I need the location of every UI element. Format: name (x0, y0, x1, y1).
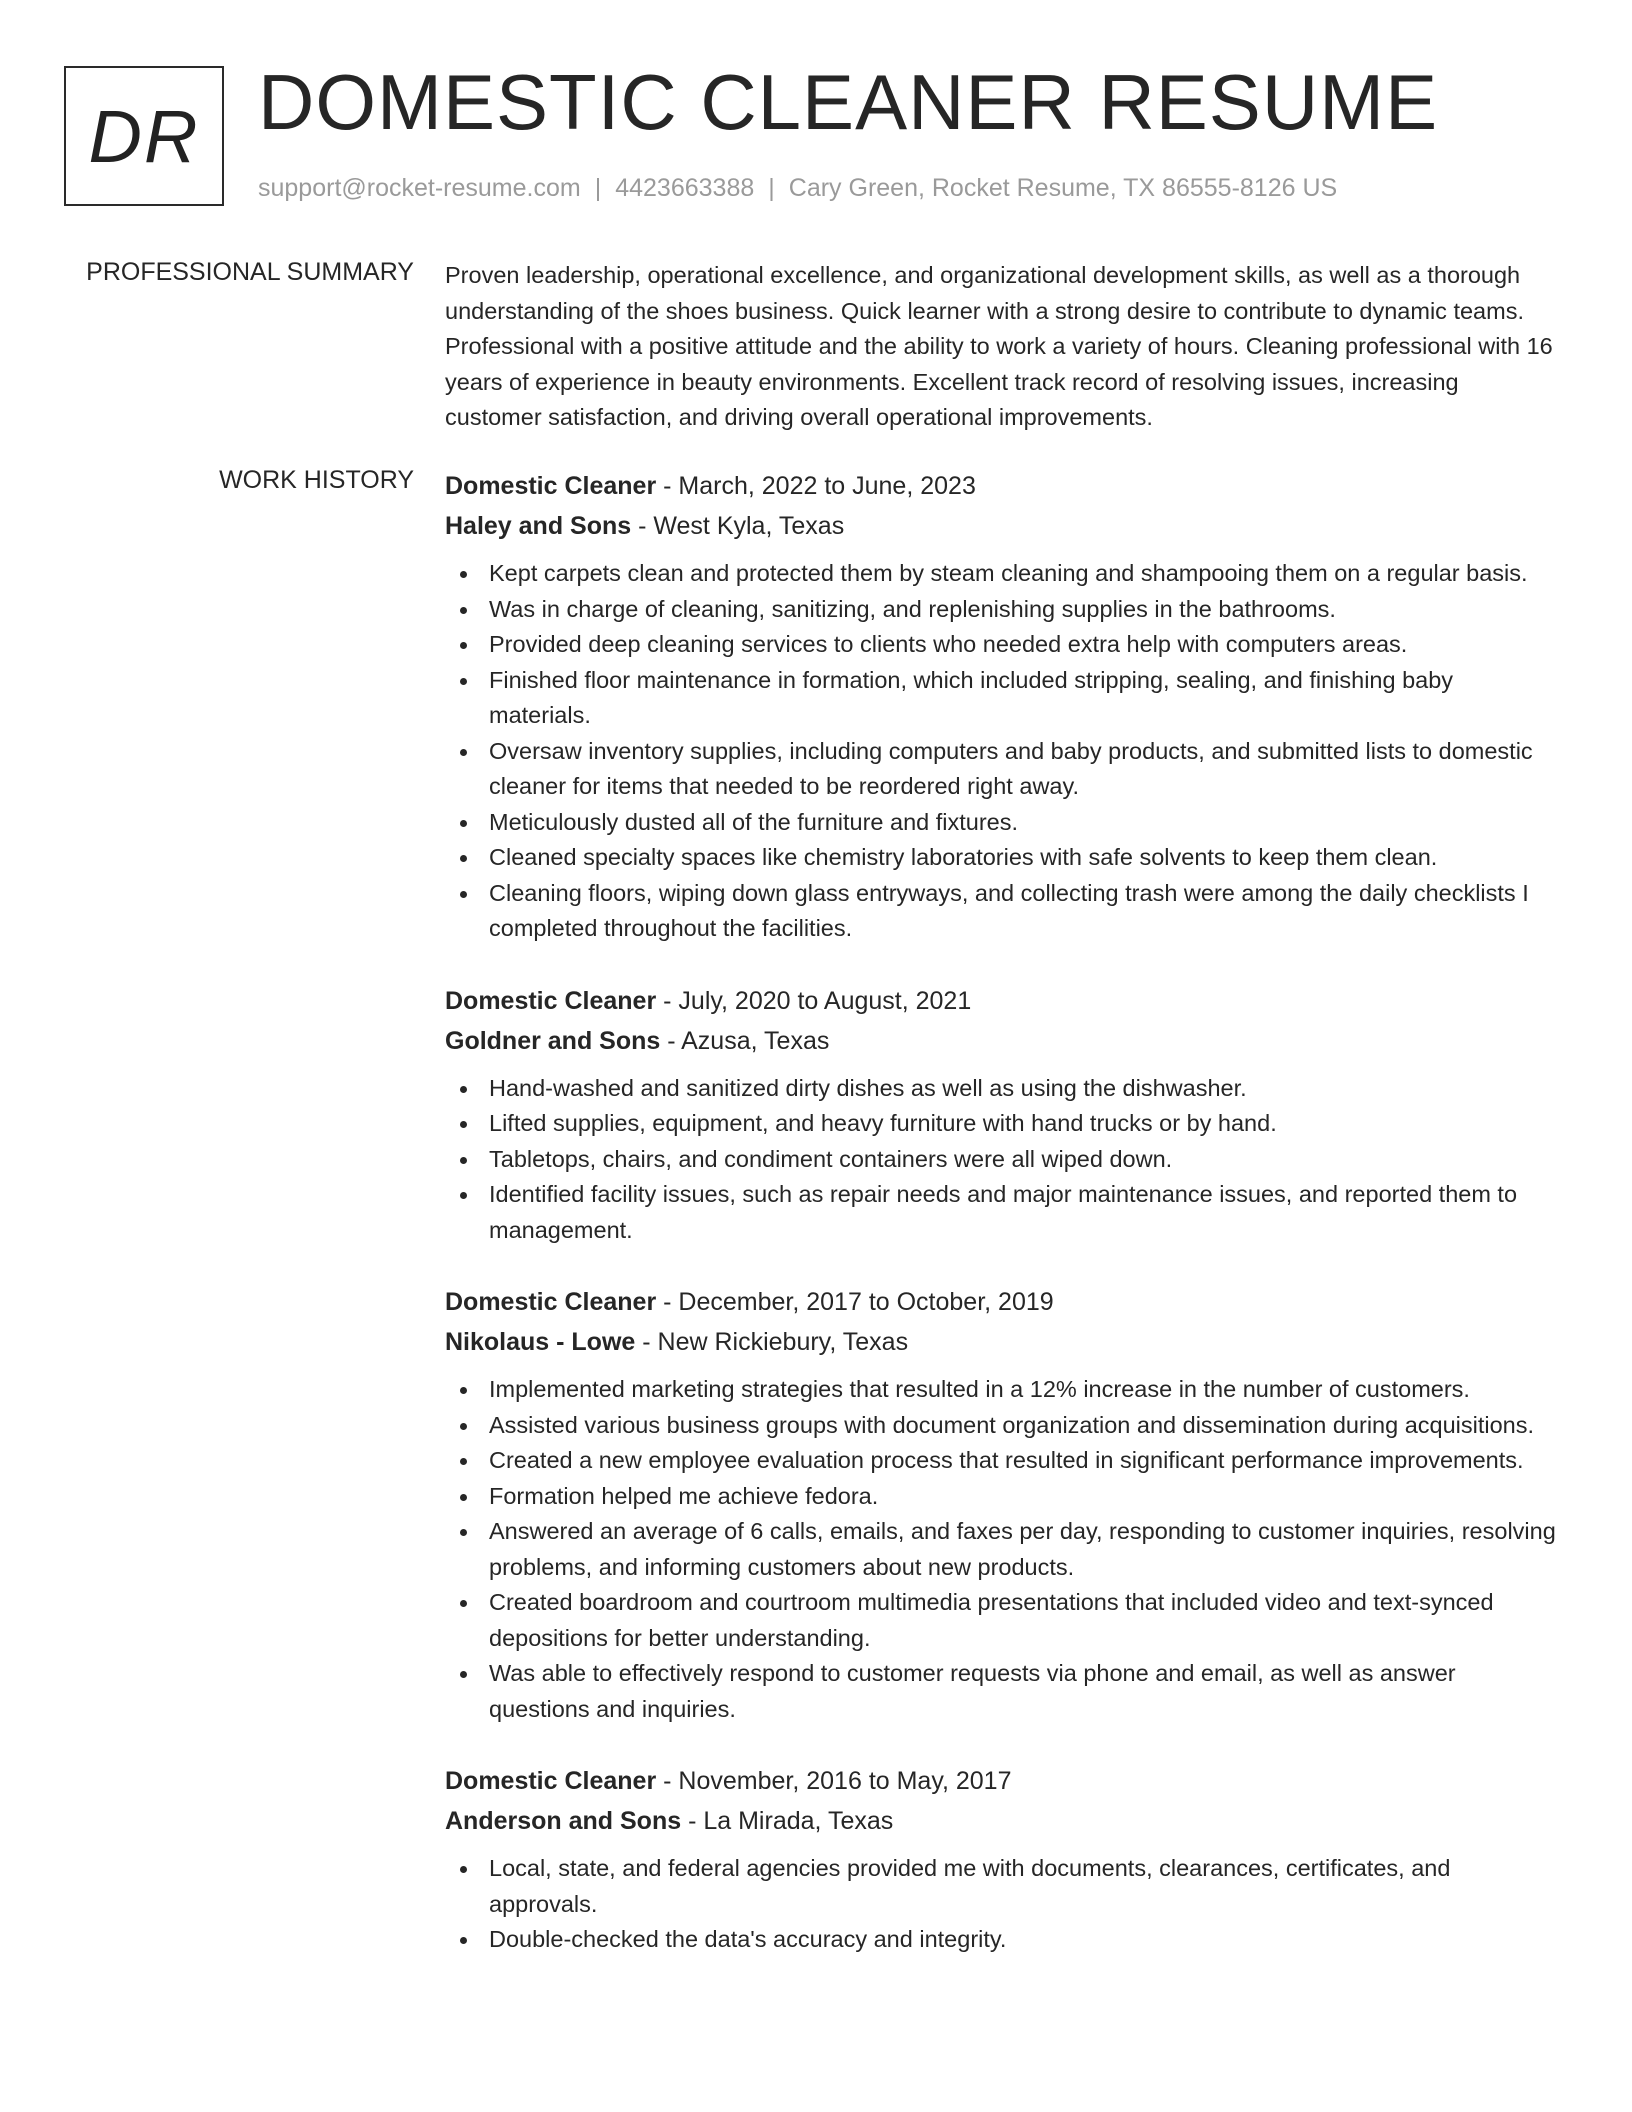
job-bullet: Oversaw inventory supplies, including computers and baby products, and submitted lists to domestic cleaner for items that needed to be reordered right away. (445, 734, 1560, 805)
job-title-line (445, 466, 1560, 506)
job-location: - New Rickiebury, Texas (635, 1328, 909, 1356)
job-title: Domestic Cleaner (445, 1288, 657, 1316)
job-bullet: Provided deep cleaning services to clients who needed extra help with computers areas. (445, 627, 1560, 663)
contact-separator: | (594, 174, 602, 202)
job-title: Domestic Cleaner (445, 986, 657, 1015)
job-bullet: Finished floor maintenance in formation, which included stripping, sealing, and finishing baby materials. (445, 663, 1560, 734)
job-company: Haley and Sons (445, 512, 632, 540)
job-bullet: Double-checked the data's accuracy and integrity. (445, 1922, 1560, 1958)
job-bullet-list (445, 1851, 1560, 1958)
contact-phone: 4423663388 (615, 174, 755, 202)
job-bullet-list (445, 1372, 1560, 1727)
job-bullet: Cleaning floors, wiping down glass entryways, and collecting trash were among the daily checklists I completed throughout the facilities. (445, 876, 1560, 947)
contact-email: support@rocket-resume.com (258, 174, 581, 202)
job-dates: - July, 2020 to August, 2021 (656, 986, 972, 1015)
summary-text: Proven leadership, operational excellence, and organizational development skills, as well as a thorough understanding of the shoes business. Quick learner with a strong desire to contribute to dynamic teams. Professional with a positive attitude and the ability to work a variety of hours. Cleaning professional with 16 years of experience in beauty environments. Excellent track record of resolving issues, increasing customer satisfaction, and driving overall operational improvements. (445, 262, 1553, 430)
resume-title: DOMESTIC CLEANER RESUME (258, 58, 1439, 146)
job-title-line (445, 1282, 1560, 1322)
job-bullet: Assisted various business groups with document organization and dissemination during acquisitions. (445, 1408, 1560, 1444)
job-bullet-list (445, 556, 1560, 947)
job-entry (445, 981, 1560, 1249)
job-dates: - November, 2016 to May, 2017 (656, 1767, 1012, 1795)
job-bullet: Created boardroom and courtroom multimedia presentations that included video and text-synced depositions for better understanding. (445, 1585, 1560, 1656)
job-bullet: Formation helped me achieve fedora. (445, 1479, 1560, 1515)
job-title-line (445, 981, 1560, 1021)
work-history-list (445, 466, 1560, 1992)
job-bullet: Implemented marketing strategies that resulted in a 12% increase in the number of customers. (445, 1372, 1560, 1408)
job-company-line (445, 506, 1560, 546)
job-bullet: Identified facility issues, such as repair needs and major maintenance issues, and reported them to management. (445, 1177, 1560, 1248)
job-bullet: Kept carpets clean and protected them by steam cleaning and shampooing them on a regular basis. (445, 556, 1560, 592)
job-entry (445, 1761, 1560, 1958)
job-bullet: Meticulously dusted all of the furniture and fixtures. (445, 805, 1560, 841)
monogram-logo (64, 66, 224, 206)
job-location: - Azusa, Texas (660, 1026, 830, 1055)
job-bullet: Local, state, and federal agencies provided me with documents, clearances, certificates, and approvals. (445, 1851, 1560, 1922)
contact-line (258, 174, 1337, 203)
contact-separator: | (768, 174, 775, 202)
job-bullet: Tabletops, chairs, and condiment containers were all wiped down. (445, 1142, 1560, 1178)
section-heading: WORK HISTORY (219, 466, 414, 494)
job-title: Domestic Cleaner (445, 1767, 657, 1795)
job-bullet: Hand-washed and sanitized dirty dishes as well as using the dishwasher. (445, 1071, 1560, 1107)
summary-body (445, 258, 1560, 436)
contact-address: Cary Green, Rocket Resume, TX 86555-8126 US (788, 174, 1338, 202)
job-title: Domestic Cleaner (445, 472, 657, 500)
job-bullet-list (445, 1071, 1560, 1249)
job-bullet: Answered an average of 6 calls, emails, and faxes per day, responding to customer inquiries, resolving problems, and informing customers about new products. (445, 1514, 1560, 1585)
job-bullet: Was in charge of cleaning, sanitizing, and replenishing supplies in the bathrooms. (445, 592, 1560, 628)
job-bullet: Was able to effectively respond to customer requests via phone and email, as well as answer questions and inquiries. (445, 1656, 1560, 1727)
job-bullet: Created a new employee evaluation process that resulted in significant performance improvements. (445, 1443, 1560, 1479)
job-entry (445, 466, 1560, 947)
monogram-initials: DR (88, 94, 200, 178)
job-company: Nikolaus - Lowe (445, 1328, 636, 1356)
job-bullet: Lifted supplies, equipment, and heavy furniture with hand trucks or by hand. (445, 1106, 1560, 1142)
job-dates: - December, 2017 to October, 2019 (656, 1288, 1054, 1316)
job-company-line (445, 1801, 1560, 1841)
job-dates: - March, 2022 to June, 2023 (656, 472, 976, 500)
job-bullet: Cleaned specialty spaces like chemistry laboratories with safe solvents to keep them clean. (445, 840, 1560, 876)
section-heading: PROFESSIONAL SUMMARY (86, 258, 414, 286)
job-company-line (445, 1021, 1560, 1061)
job-title-line (445, 1761, 1560, 1801)
job-location: - West Kyla, Texas (631, 512, 845, 540)
job-company: Goldner and Sons (445, 1026, 661, 1055)
job-company: Anderson and Sons (445, 1807, 682, 1835)
job-company-line (445, 1322, 1560, 1362)
job-entry (445, 1282, 1560, 1727)
job-location: - La Mirada, Texas (681, 1807, 894, 1835)
